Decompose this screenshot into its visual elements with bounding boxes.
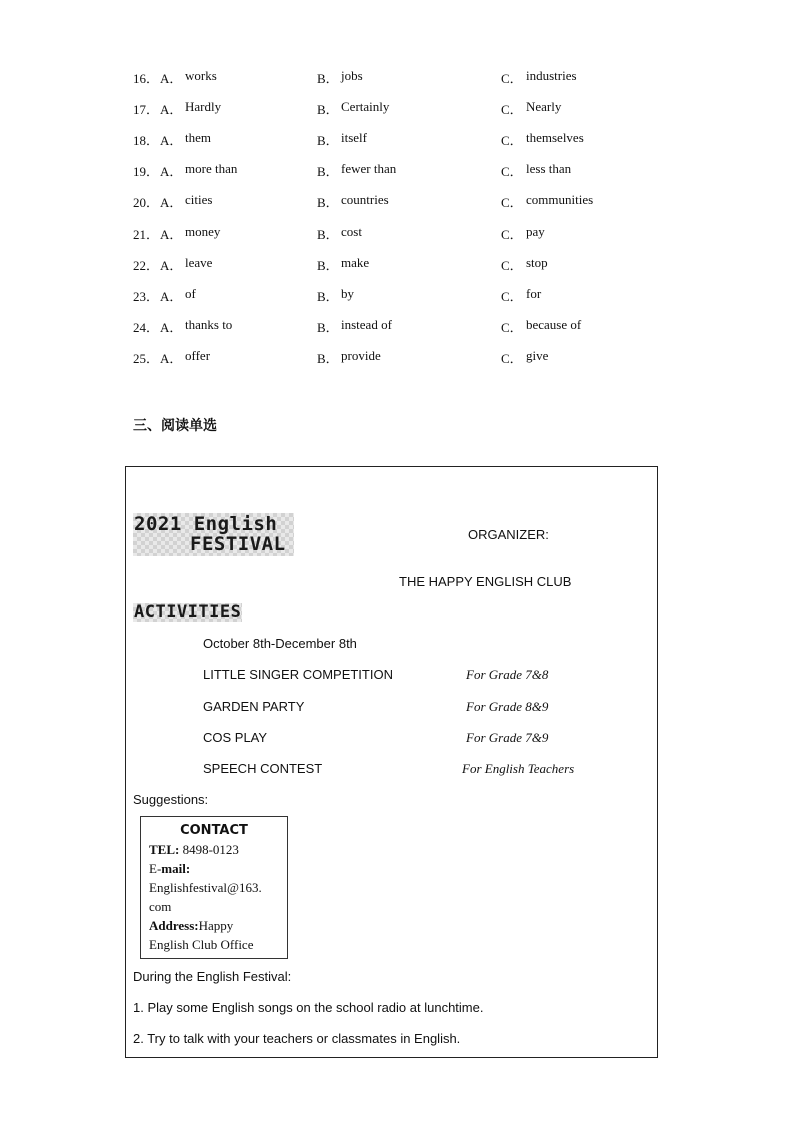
tel-value: 8498-0123	[179, 842, 239, 857]
option-b: countries	[341, 192, 389, 207]
option-b-label: B．	[317, 102, 339, 117]
organizer-label: ORGANIZER:	[468, 527, 549, 542]
option-c-label: C．	[501, 133, 523, 148]
option-row	[0, 348, 794, 368]
question-number: 17．	[133, 102, 160, 117]
option-c: themselves	[526, 130, 584, 145]
option-b: Certainly	[341, 99, 390, 114]
option-a: money	[185, 224, 221, 239]
option-b: provide	[341, 348, 381, 363]
address-label: Address:	[149, 918, 199, 933]
question-number: 18．	[133, 133, 160, 148]
contact-email-label	[149, 859, 279, 878]
question-number: 22．	[133, 258, 160, 273]
activity-audience: For English Teachers	[462, 761, 575, 776]
option-a: cities	[185, 192, 213, 207]
option-a-label: A．	[160, 320, 183, 335]
option-c-label: C．	[501, 320, 523, 335]
option-a: them	[185, 130, 211, 145]
option-b: itself	[341, 130, 367, 145]
option-a: of	[185, 286, 196, 301]
option-c-label: C．	[501, 164, 523, 179]
contact-heading: CONTACT	[180, 823, 248, 838]
during-festival-label: During the English Festival:	[133, 969, 292, 984]
option-a-label: A．	[160, 195, 183, 210]
option-a-label: A．	[160, 133, 183, 148]
activities-label: ACTIVITIES	[134, 602, 242, 622]
option-row	[0, 130, 794, 150]
option-b: instead of	[341, 317, 392, 332]
activities-banner	[133, 603, 242, 622]
option-a-label: A．	[160, 289, 183, 304]
option-a-label: A．	[160, 164, 183, 179]
option-c-label: C．	[501, 289, 523, 304]
question-number: 23．	[133, 289, 160, 304]
option-b: fewer than	[341, 161, 397, 176]
tip-item: 1. Play some English songs on the school radio at lunchtime.	[133, 1000, 484, 1015]
contact-box	[140, 816, 288, 959]
option-a: more than	[185, 161, 238, 176]
option-b-label: B．	[317, 164, 339, 179]
option-b-label: B．	[317, 289, 339, 304]
question-number: 20．	[133, 195, 160, 210]
option-c: stop	[526, 255, 548, 270]
option-b-label: B．	[317, 133, 339, 148]
festival-dates: October 8th-December 8th	[203, 636, 357, 651]
address-value-line1: Happy	[198, 918, 234, 933]
option-b-label: B．	[317, 71, 339, 86]
question-number: 25．	[133, 351, 160, 366]
option-b: by	[341, 286, 354, 301]
contact-email-line1: Englishfestival@163.	[149, 880, 262, 895]
option-row	[0, 192, 794, 212]
email-label-suffix: mail:	[161, 861, 191, 876]
contact-tel	[149, 840, 279, 859]
option-b-label: B．	[317, 320, 339, 335]
option-c: industries	[526, 68, 577, 83]
option-row	[0, 286, 794, 306]
option-a: Hardly	[185, 99, 222, 114]
option-b-label: B．	[317, 351, 339, 366]
option-b-label: B．	[317, 258, 339, 273]
contact-address	[149, 916, 279, 935]
activity-name: COS PLAY	[203, 730, 268, 745]
festival-title-line2: FESTIVAL	[190, 533, 286, 555]
question-number: 19．	[133, 164, 160, 179]
festival-poster	[125, 466, 658, 1058]
option-row	[0, 161, 794, 181]
festival-title-banner	[133, 513, 294, 556]
option-c: give	[526, 348, 549, 363]
email-label-prefix: E-	[149, 861, 162, 876]
option-c-label: C．	[501, 71, 523, 86]
option-b-label: B．	[317, 227, 339, 242]
option-row	[0, 68, 794, 88]
activity-audience: For Grade 8&9	[466, 699, 549, 714]
option-row	[0, 224, 794, 244]
question-number: 24．	[133, 320, 160, 335]
option-c: because of	[526, 317, 582, 332]
option-row	[0, 255, 794, 275]
option-a-label: A．	[160, 71, 183, 86]
activity-name: GARDEN PARTY	[203, 699, 305, 714]
question-number: 21．	[133, 227, 160, 242]
option-a: works	[185, 68, 217, 83]
option-a: leave	[185, 255, 213, 270]
option-a-label: A．	[160, 102, 183, 117]
option-c-label: C．	[501, 102, 523, 117]
option-b-label: B．	[317, 195, 339, 210]
contact-address-line2: English Club Office	[149, 937, 254, 952]
activity-audience: For Grade 7&8	[466, 667, 549, 682]
activity-name: LITTLE SINGER COMPETITION	[203, 667, 393, 682]
option-a-label: A．	[160, 351, 183, 366]
option-b: jobs	[341, 68, 363, 83]
option-row	[0, 317, 794, 337]
tip-item: 2. Try to talk with your teachers or classmates in English.	[133, 1031, 461, 1046]
tel-label: TEL:	[149, 842, 180, 857]
option-c: less than	[526, 161, 572, 176]
option-b: make	[341, 255, 370, 270]
option-c-label: C．	[501, 351, 523, 366]
option-c: for	[526, 286, 542, 301]
section-title: 三、阅读单选	[133, 418, 217, 434]
activity-name: SPEECH CONTEST	[203, 761, 323, 776]
contact-email-line2: com	[149, 899, 172, 914]
option-c-label: C．	[501, 258, 523, 273]
option-a-label: A．	[160, 227, 183, 242]
option-c: communities	[526, 192, 594, 207]
option-a: thanks to	[185, 317, 233, 332]
option-a-label: A．	[160, 258, 183, 273]
option-b: cost	[341, 224, 362, 239]
organizer-name: THE HAPPY ENGLISH CLUB	[399, 574, 572, 589]
option-c-label: C．	[501, 227, 523, 242]
suggestions-label: Suggestions:	[133, 792, 209, 807]
option-row	[0, 99, 794, 119]
activity-audience: For Grade 7&9	[466, 730, 549, 745]
option-a: offer	[185, 348, 211, 363]
option-c-label: C．	[501, 195, 523, 210]
festival-title-line1: 2021 English	[134, 513, 278, 535]
question-number: 16．	[133, 71, 160, 86]
option-c: Nearly	[526, 99, 562, 114]
option-c: pay	[526, 224, 545, 239]
